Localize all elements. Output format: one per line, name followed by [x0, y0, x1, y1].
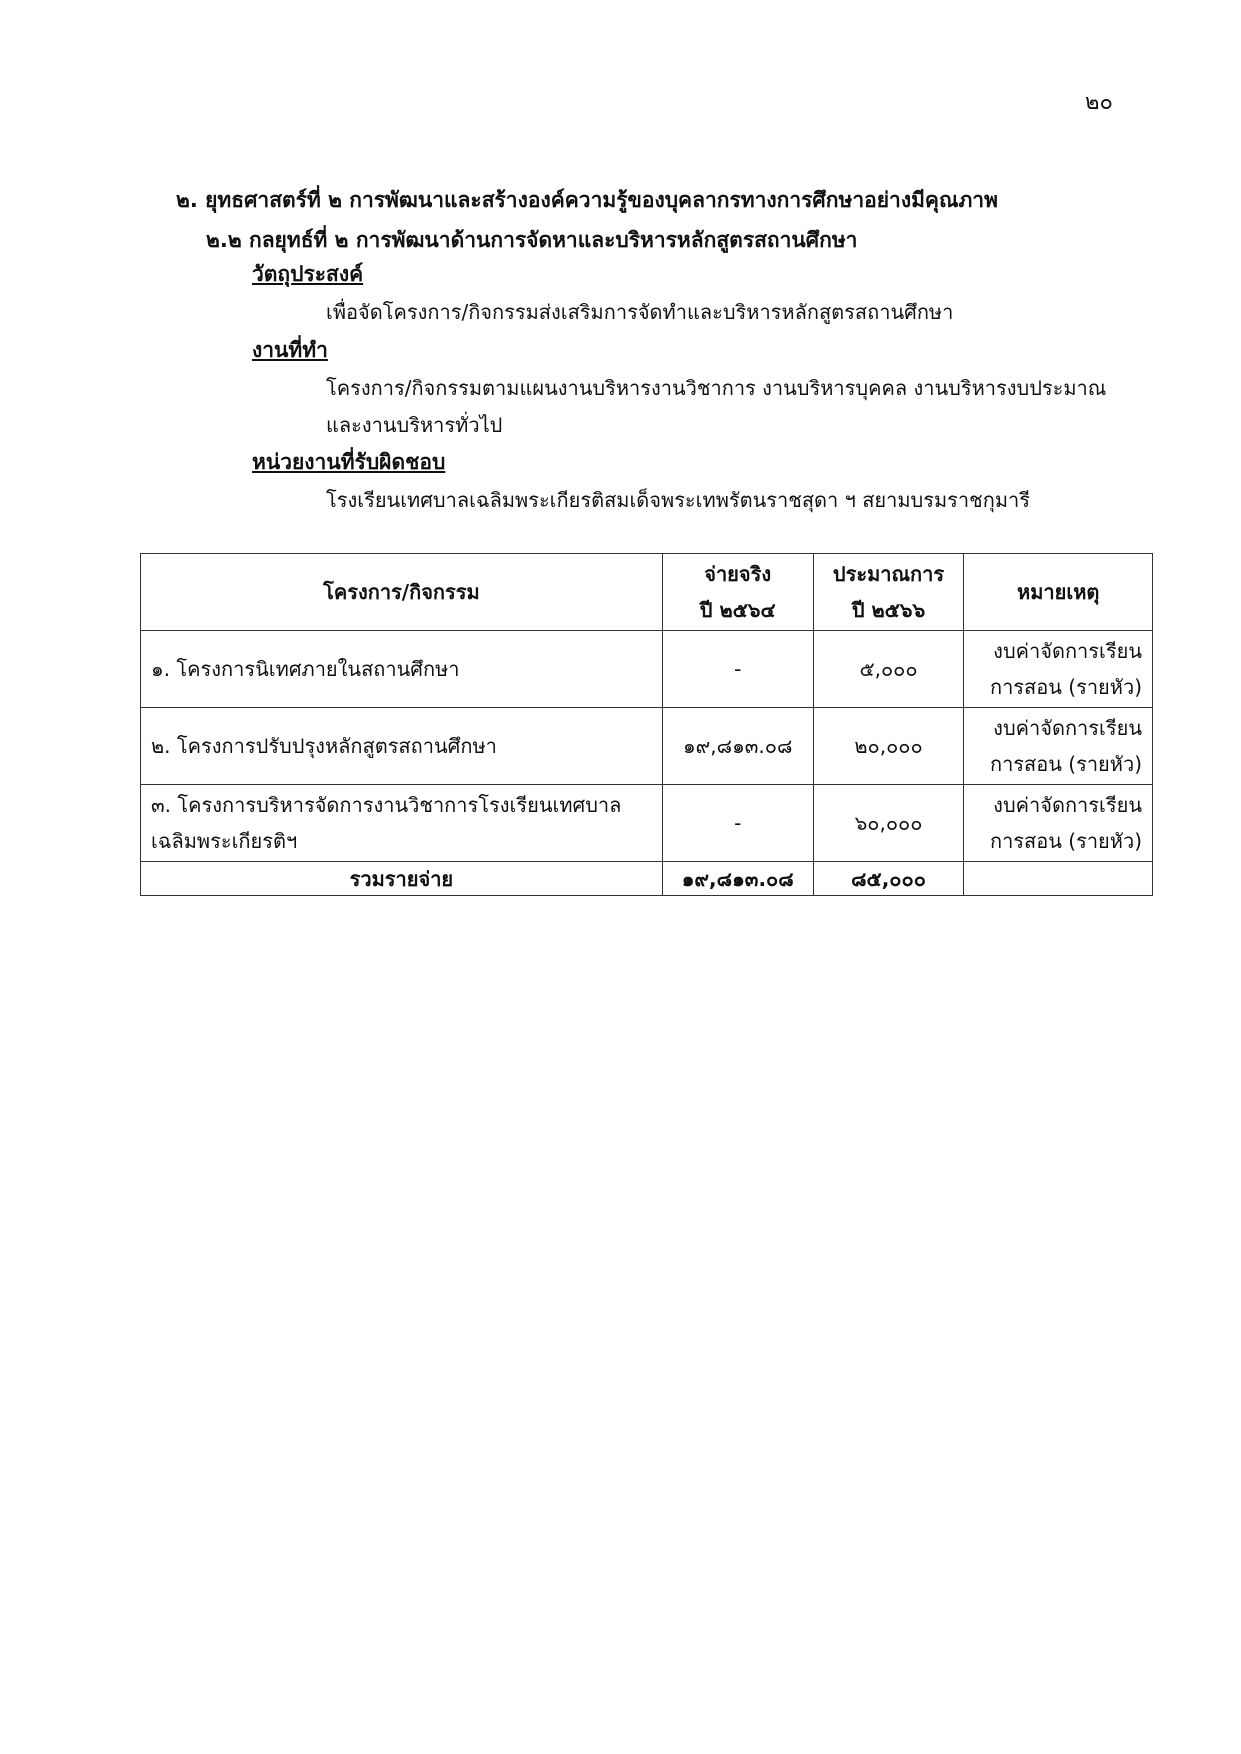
row-activity-line-1: ๒. โครงการปรับปรุงหลักสูตรสถานศึกษา: [151, 734, 497, 758]
row-note-line-2: การสอน (รายหัว): [989, 752, 1142, 776]
row-note: [964, 708, 1153, 785]
table-total-row: [141, 862, 1153, 896]
row-actual: -: [662, 631, 813, 708]
row-note-line-1: งบค่าจัดการเรียน: [993, 639, 1142, 663]
page-number: ๒๐: [1085, 90, 1113, 115]
total-actual: ๑๙,๘๑๓.๐๘: [662, 862, 813, 896]
row-actual: -: [662, 785, 813, 862]
row-activity: [141, 785, 663, 862]
table-header-row: [141, 554, 1153, 631]
header-actual-line-2: ปี ๒๕๖๔: [699, 598, 776, 622]
header-plan-line-1: ประมาณการ: [832, 562, 945, 586]
work-text-line-1: โครงการ/กิจกรรมตามแผนงานบริหารงานวิชาการ งานบริหารบุคคล งานบริหารงบประมาณ: [326, 376, 1107, 400]
table-row: [141, 631, 1153, 708]
header-actual-line-1: จ่ายจริง: [704, 562, 772, 586]
row-plan: ๕,๐๐๐: [813, 631, 964, 708]
row-plan: ๒๐,๐๐๐: [813, 708, 964, 785]
row-plan: ๖๐,๐๐๐: [813, 785, 964, 862]
row-actual: ๑๙,๘๑๓.๐๘: [662, 708, 813, 785]
row-note: [964, 785, 1153, 862]
work-text: [326, 370, 1106, 444]
row-note-line-1: งบค่าจัดการเรียน: [993, 793, 1142, 817]
row-activity-line-2: เฉลิมพระเกียรติฯ: [151, 829, 298, 853]
objective-text: เพื่อจัดโครงการ/กิจกรรมส่งเสริมการจัดทำและบริหารหลักสูตรสถานศึกษา: [326, 300, 954, 324]
table-row: [141, 708, 1153, 785]
row-activity-line-1: ๑. โครงการนิเทศภายในสถานศึกษา: [151, 657, 460, 681]
work-heading: งานที่ทำ: [252, 338, 328, 362]
tactic-heading: ๒.๒ กลยุทธ์ที่ ๒ การพัฒนาด้านการจัดหาและบริหารหลักสูตรสถานศึกษา: [206, 228, 858, 252]
row-note-line-1: งบค่าจัดการเรียน: [993, 716, 1142, 740]
table-row: [141, 785, 1153, 862]
header-plan-2566: [813, 554, 964, 631]
objective-heading: วัตถุประสงค์: [252, 262, 364, 286]
responsible-unit-heading: หน่วยงานที่รับผิดชอบ: [252, 450, 446, 474]
work-text-line-2: และงานบริหารทั่วไป: [326, 413, 503, 437]
row-note-line-2: การสอน (รายหัว): [989, 829, 1142, 853]
header-note: หมายเหตุ: [964, 554, 1153, 631]
row-note-line-2: การสอน (รายหัว): [989, 675, 1142, 699]
header-actual-2564: [662, 554, 813, 631]
row-activity: [141, 708, 663, 785]
responsible-unit-text: โรงเรียนเทศบาลเฉลิมพระเกียรติสมเด็จพระเทพรัตนราชสุดา ฯ สยามบรมราชกุมารี: [326, 488, 1030, 512]
total-label: รวมรายจ่าย: [141, 862, 663, 896]
strategy-heading: ๒. ยุทธศาสตร์ที่ ๒ การพัฒนาและสร้างองค์ความรู้ของบุคลากรทางการศึกษาอย่างมีคุณภาพ: [176, 188, 998, 212]
header-activity: โครงการ/กิจกรรม: [141, 554, 663, 631]
row-activity: [141, 631, 663, 708]
total-plan: ๘๕,๐๐๐: [813, 862, 964, 896]
total-note: [964, 862, 1153, 896]
header-plan-line-2: ปี ๒๕๖๖: [851, 598, 926, 622]
row-activity-line-1: ๓. โครงการบริหารจัดการงานวิชาการโรงเรียนเทศบาล: [151, 793, 622, 817]
row-note: [964, 631, 1153, 708]
budget-table: [140, 553, 1153, 896]
